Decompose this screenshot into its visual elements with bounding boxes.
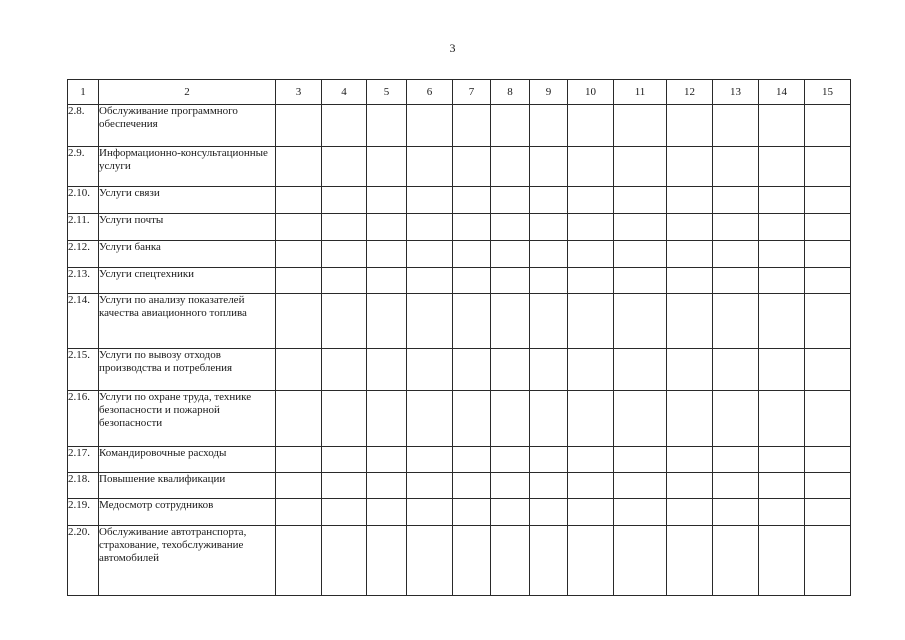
empty-cell: [805, 187, 851, 214]
empty-cell: [568, 241, 614, 268]
empty-cell: [713, 447, 759, 473]
empty-cell: [322, 473, 367, 499]
empty-cell: [614, 473, 667, 499]
empty-cell: [759, 268, 805, 294]
empty-cell: [407, 349, 453, 391]
empty-cell: [667, 447, 713, 473]
empty-cell: [759, 294, 805, 349]
column-header: 15: [805, 80, 851, 105]
row-number: 2.12.: [68, 241, 99, 268]
empty-cell: [491, 526, 530, 596]
row-number: 2.10.: [68, 187, 99, 214]
header-row: [68, 80, 851, 105]
table-row: [68, 391, 851, 447]
empty-cell: [530, 447, 568, 473]
empty-cell: [322, 526, 367, 596]
empty-cell: [530, 241, 568, 268]
empty-cell: [614, 105, 667, 147]
empty-cell: [491, 214, 530, 241]
empty-cell: [614, 526, 667, 596]
empty-cell: [713, 349, 759, 391]
empty-cell: [453, 214, 491, 241]
empty-cell: [530, 526, 568, 596]
empty-cell: [713, 105, 759, 147]
empty-cell: [530, 294, 568, 349]
empty-cell: [713, 391, 759, 447]
empty-cell: [276, 349, 322, 391]
empty-cell: [322, 268, 367, 294]
empty-cell: [713, 473, 759, 499]
empty-cell: [530, 391, 568, 447]
empty-cell: [276, 391, 322, 447]
empty-cell: [407, 294, 453, 349]
row-number: 2.14.: [68, 294, 99, 349]
empty-cell: [453, 105, 491, 147]
empty-cell: [759, 499, 805, 526]
row-name: Обслуживание автотранспорта, страхование, техобслуживание автомобилей: [99, 526, 276, 596]
row-number: 2.8.: [68, 105, 99, 147]
empty-cell: [322, 214, 367, 241]
empty-cell: [805, 391, 851, 447]
empty-cell: [568, 349, 614, 391]
empty-cell: [367, 391, 407, 447]
empty-cell: [568, 214, 614, 241]
empty-cell: [759, 349, 805, 391]
empty-cell: [568, 294, 614, 349]
empty-cell: [759, 214, 805, 241]
empty-cell: [713, 187, 759, 214]
empty-cell: [367, 294, 407, 349]
empty-cell: [530, 349, 568, 391]
empty-cell: [491, 499, 530, 526]
empty-cell: [276, 268, 322, 294]
empty-cell: [322, 499, 367, 526]
empty-cell: [805, 241, 851, 268]
column-header: 12: [667, 80, 713, 105]
empty-cell: [759, 147, 805, 187]
row-name: Услуги по охране труда, технике безопасности и пожарной безопасности: [99, 391, 276, 447]
empty-cell: [407, 147, 453, 187]
row-number: 2.9.: [68, 147, 99, 187]
empty-cell: [453, 268, 491, 294]
empty-cell: [759, 187, 805, 214]
row-name: Повышение квалификации: [99, 473, 276, 499]
empty-cell: [667, 499, 713, 526]
empty-cell: [453, 391, 491, 447]
empty-cell: [805, 147, 851, 187]
row-number: 2.11.: [68, 214, 99, 241]
empty-cell: [276, 147, 322, 187]
empty-cell: [322, 349, 367, 391]
empty-cell: [322, 187, 367, 214]
empty-cell: [805, 473, 851, 499]
empty-cell: [667, 294, 713, 349]
table-row: [68, 526, 851, 596]
empty-cell: [491, 105, 530, 147]
empty-cell: [491, 147, 530, 187]
table-row: [68, 349, 851, 391]
empty-cell: [276, 447, 322, 473]
empty-cell: [759, 447, 805, 473]
empty-cell: [805, 526, 851, 596]
empty-cell: [367, 214, 407, 241]
row-number: 2.16.: [68, 391, 99, 447]
empty-cell: [568, 187, 614, 214]
column-header: 4: [322, 80, 367, 105]
row-name: Услуги по анализу показателей качества авиационного топлива: [99, 294, 276, 349]
empty-cell: [491, 294, 530, 349]
table-row: [68, 187, 851, 214]
expenses-table: [67, 79, 851, 596]
empty-cell: [530, 499, 568, 526]
empty-cell: [713, 499, 759, 526]
empty-cell: [759, 391, 805, 447]
empty-cell: [491, 349, 530, 391]
empty-cell: [667, 105, 713, 147]
empty-cell: [805, 349, 851, 391]
empty-cell: [491, 447, 530, 473]
empty-cell: [453, 294, 491, 349]
row-name: Обслуживание программного обеспечения: [99, 105, 276, 147]
empty-cell: [614, 241, 667, 268]
empty-cell: [407, 499, 453, 526]
empty-cell: [276, 187, 322, 214]
column-header: 8: [491, 80, 530, 105]
empty-cell: [322, 391, 367, 447]
empty-cell: [407, 447, 453, 473]
empty-cell: [614, 147, 667, 187]
empty-cell: [667, 187, 713, 214]
table-row: [68, 147, 851, 187]
empty-cell: [276, 526, 322, 596]
empty-cell: [568, 147, 614, 187]
empty-cell: [453, 349, 491, 391]
empty-cell: [713, 241, 759, 268]
row-number: 2.13.: [68, 268, 99, 294]
empty-cell: [568, 526, 614, 596]
empty-cell: [367, 187, 407, 214]
empty-cell: [568, 473, 614, 499]
column-header: 13: [713, 80, 759, 105]
empty-cell: [453, 473, 491, 499]
table-row: [68, 499, 851, 526]
empty-cell: [530, 473, 568, 499]
empty-cell: [530, 147, 568, 187]
empty-cell: [568, 391, 614, 447]
empty-cell: [667, 147, 713, 187]
empty-cell: [713, 214, 759, 241]
empty-cell: [322, 241, 367, 268]
empty-cell: [453, 147, 491, 187]
empty-cell: [614, 187, 667, 214]
empty-cell: [667, 214, 713, 241]
table-row: [68, 214, 851, 241]
empty-cell: [713, 147, 759, 187]
column-header: 10: [568, 80, 614, 105]
column-header: 2: [99, 80, 276, 105]
empty-cell: [322, 294, 367, 349]
empty-cell: [667, 473, 713, 499]
empty-cell: [805, 294, 851, 349]
empty-cell: [276, 241, 322, 268]
empty-cell: [568, 268, 614, 294]
empty-cell: [491, 268, 530, 294]
empty-cell: [759, 105, 805, 147]
empty-cell: [491, 391, 530, 447]
empty-cell: [713, 526, 759, 596]
empty-cell: [667, 391, 713, 447]
row-name: Информационно-консультационные услуги: [99, 147, 276, 187]
empty-cell: [491, 187, 530, 214]
empty-cell: [367, 473, 407, 499]
empty-cell: [407, 214, 453, 241]
empty-cell: [530, 268, 568, 294]
empty-cell: [805, 214, 851, 241]
empty-cell: [276, 105, 322, 147]
empty-cell: [453, 526, 491, 596]
column-header: 1: [68, 80, 99, 105]
column-header: 14: [759, 80, 805, 105]
column-header: 9: [530, 80, 568, 105]
empty-cell: [367, 268, 407, 294]
table-row: [68, 473, 851, 499]
column-header: 5: [367, 80, 407, 105]
row-name: Командировочные расходы: [99, 447, 276, 473]
empty-cell: [614, 214, 667, 241]
empty-cell: [276, 294, 322, 349]
empty-cell: [367, 349, 407, 391]
empty-cell: [805, 268, 851, 294]
row-number: 2.17.: [68, 447, 99, 473]
row-name: Услуги по вывозу отходов производства и потребления: [99, 349, 276, 391]
empty-cell: [407, 241, 453, 268]
row-name: Услуги спецтехники: [99, 268, 276, 294]
empty-cell: [453, 187, 491, 214]
empty-cell: [614, 447, 667, 473]
empty-cell: [805, 105, 851, 147]
empty-cell: [453, 241, 491, 268]
empty-cell: [667, 241, 713, 268]
empty-cell: [407, 391, 453, 447]
empty-cell: [805, 447, 851, 473]
empty-cell: [453, 499, 491, 526]
empty-cell: [713, 294, 759, 349]
empty-cell: [614, 294, 667, 349]
empty-cell: [568, 499, 614, 526]
empty-cell: [759, 241, 805, 268]
row-name: Медосмотр сотрудников: [99, 499, 276, 526]
empty-cell: [407, 187, 453, 214]
table-row: [68, 294, 851, 349]
empty-cell: [759, 473, 805, 499]
empty-cell: [491, 473, 530, 499]
empty-cell: [568, 105, 614, 147]
empty-cell: [276, 499, 322, 526]
empty-cell: [367, 499, 407, 526]
empty-cell: [614, 391, 667, 447]
table-row: [68, 447, 851, 473]
empty-cell: [453, 447, 491, 473]
empty-cell: [568, 447, 614, 473]
page-number: 3: [449, 41, 456, 55]
column-header: 6: [407, 80, 453, 105]
table-row: [68, 241, 851, 268]
empty-cell: [367, 105, 407, 147]
empty-cell: [667, 268, 713, 294]
empty-cell: [407, 268, 453, 294]
row-number: 2.15.: [68, 349, 99, 391]
empty-cell: [407, 473, 453, 499]
empty-cell: [614, 499, 667, 526]
row-number: 2.20.: [68, 526, 99, 596]
empty-cell: [367, 147, 407, 187]
empty-cell: [322, 447, 367, 473]
empty-cell: [530, 214, 568, 241]
empty-cell: [407, 526, 453, 596]
table-row: [68, 105, 851, 147]
empty-cell: [276, 473, 322, 499]
column-header: 7: [453, 80, 491, 105]
empty-cell: [367, 241, 407, 268]
empty-cell: [367, 526, 407, 596]
empty-cell: [276, 214, 322, 241]
row-number: 2.18.: [68, 473, 99, 499]
empty-cell: [614, 349, 667, 391]
empty-cell: [713, 268, 759, 294]
row-name: Услуги связи: [99, 187, 276, 214]
empty-cell: [322, 147, 367, 187]
row-name: Услуги банка: [99, 241, 276, 268]
column-header: 11: [614, 80, 667, 105]
empty-cell: [322, 105, 367, 147]
empty-cell: [614, 268, 667, 294]
empty-cell: [667, 526, 713, 596]
empty-cell: [667, 349, 713, 391]
row-name: Услуги почты: [99, 214, 276, 241]
empty-cell: [530, 187, 568, 214]
table-row: [68, 268, 851, 294]
empty-cell: [367, 447, 407, 473]
empty-cell: [805, 499, 851, 526]
empty-cell: [530, 105, 568, 147]
empty-cell: [407, 105, 453, 147]
empty-cell: [759, 526, 805, 596]
empty-cell: [491, 241, 530, 268]
row-number: 2.19.: [68, 499, 99, 526]
column-header: 3: [276, 80, 322, 105]
